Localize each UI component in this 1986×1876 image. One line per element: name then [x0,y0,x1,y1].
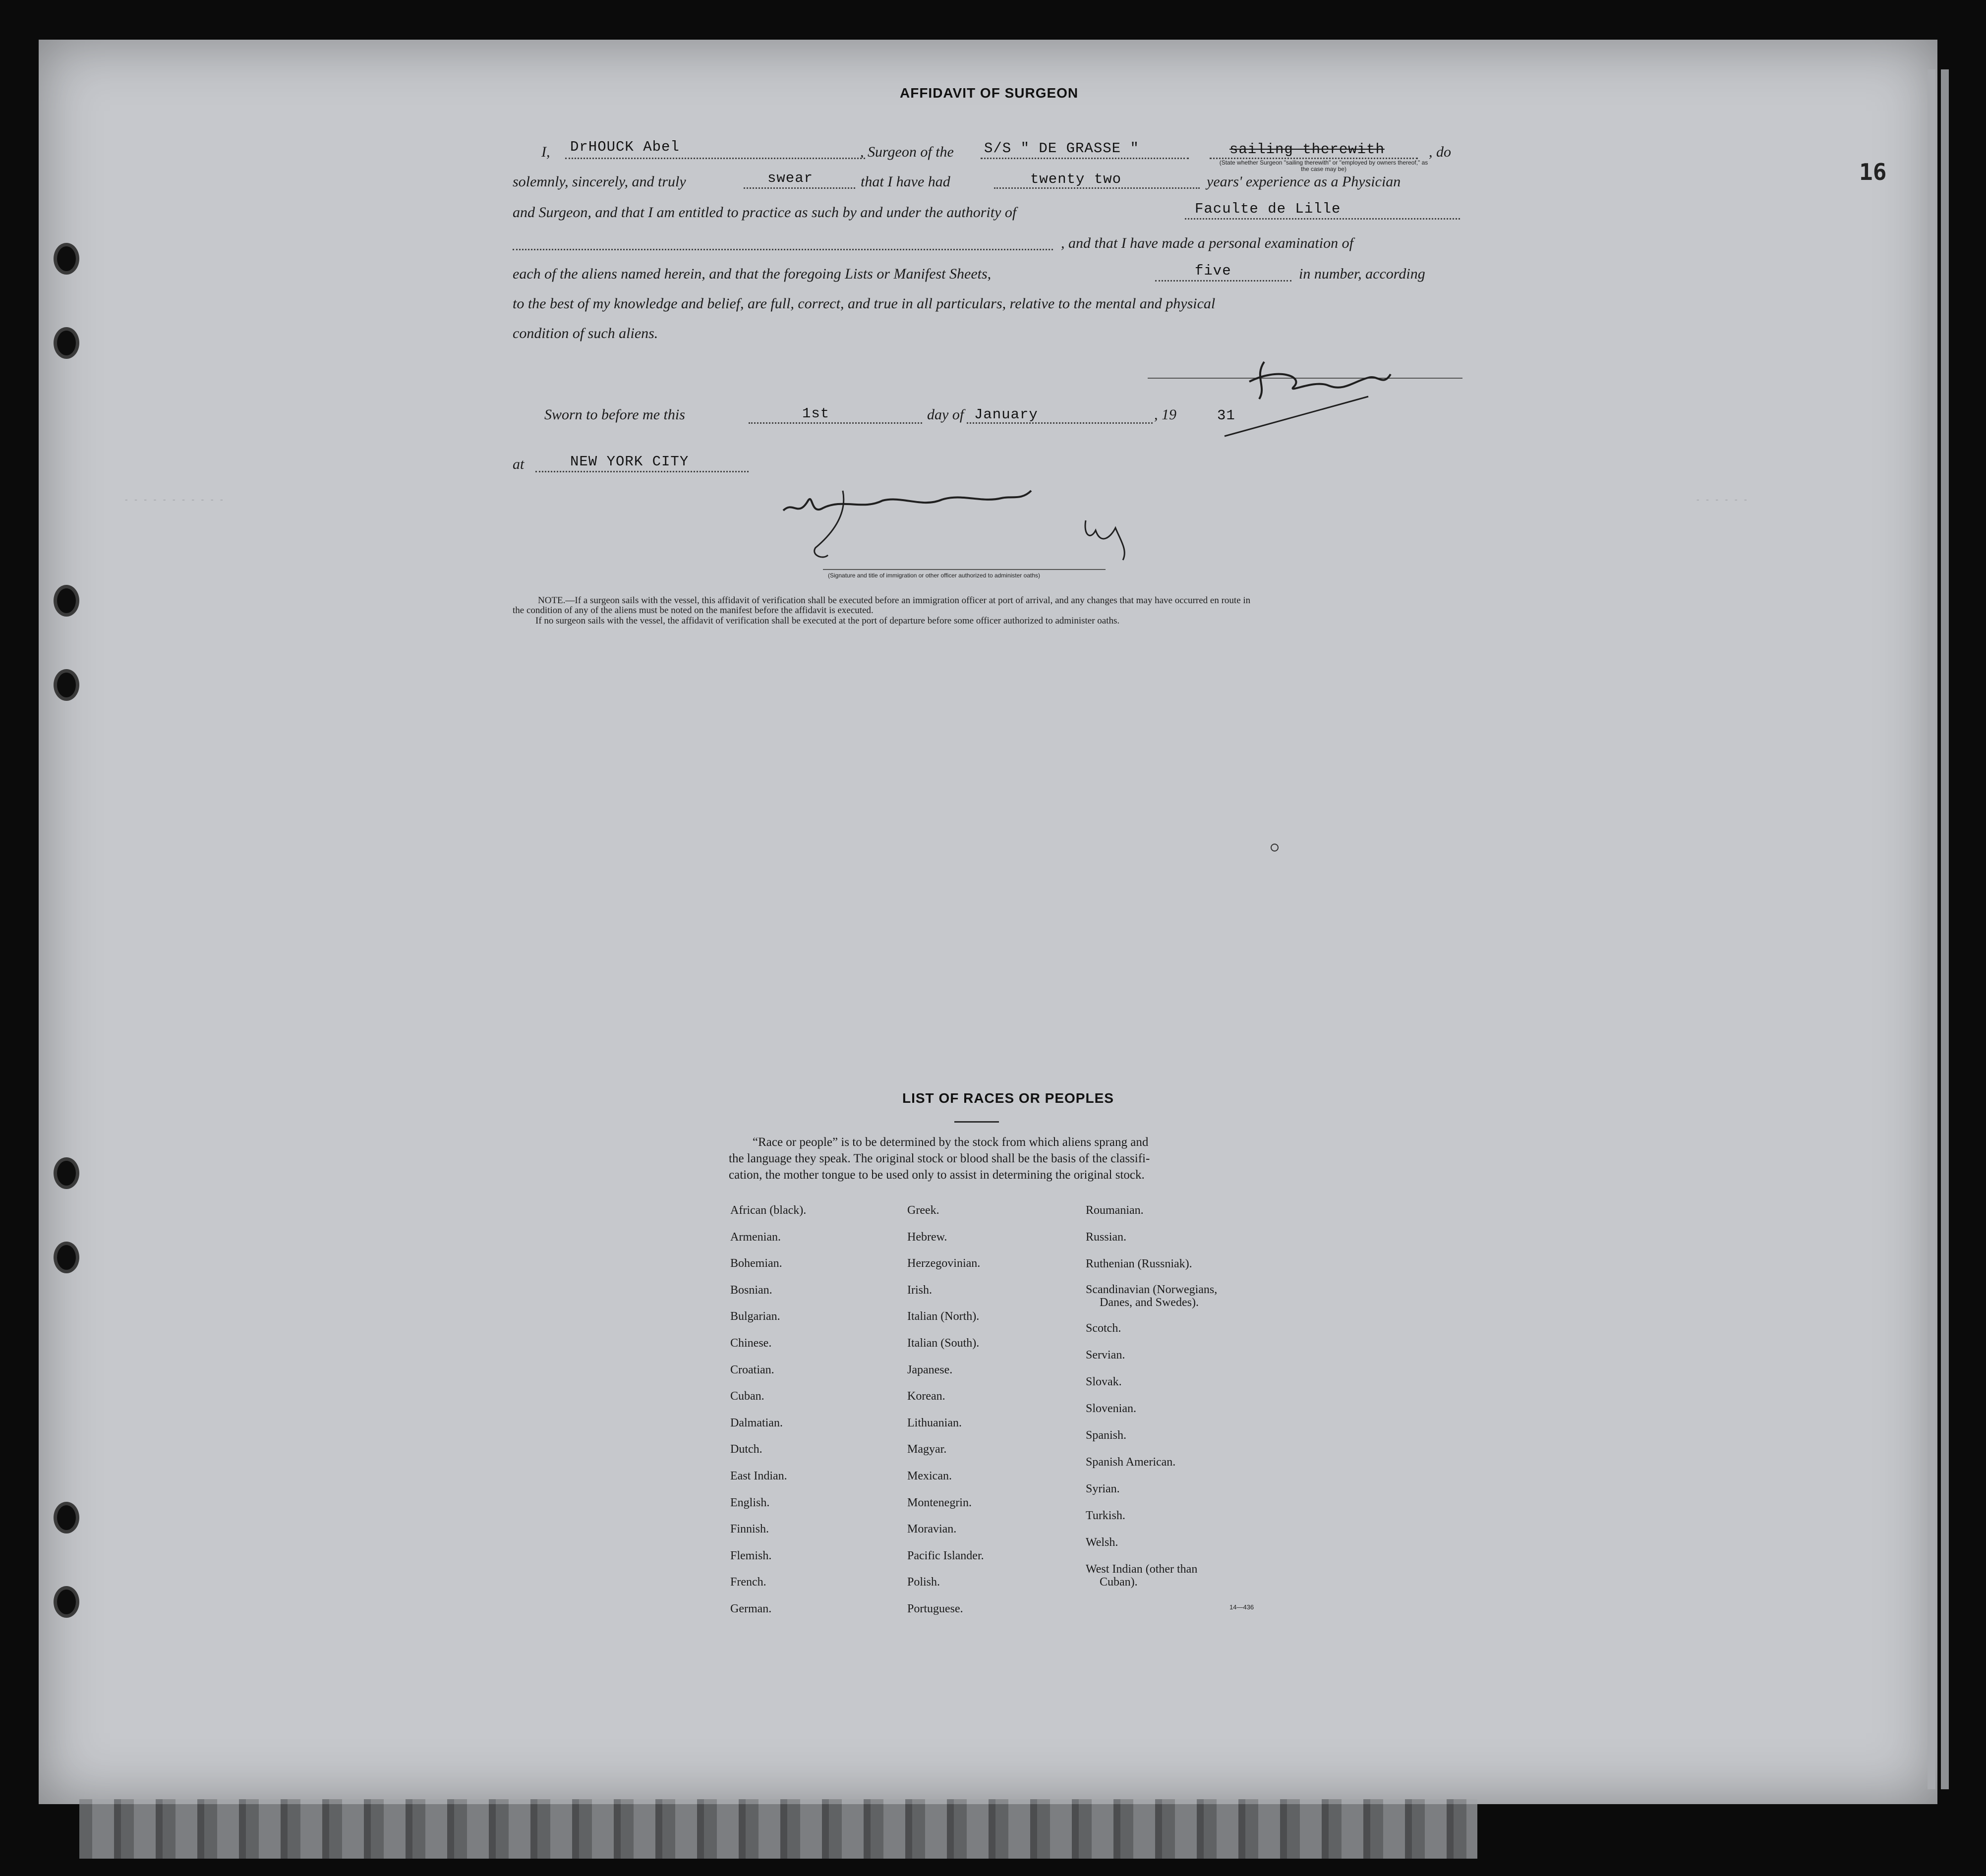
race-entry: Slovak. [1086,1375,1122,1388]
race-entry: Italian (South). [907,1337,980,1350]
race-entry: Bohemian. [730,1257,782,1270]
race-entry: Syrian. [1086,1482,1120,1495]
line1-surgeon-of: , Surgeon of the [860,144,954,160]
page-edge [1928,69,1935,1789]
paper-blemish [1271,844,1279,852]
race-entry: Herzegovinian. [907,1257,981,1270]
race-entry: Armenian. [730,1230,781,1244]
race-entry: Scandinavian (Norwegians, [1086,1283,1218,1296]
fill-line [1155,280,1291,282]
fill-line [1185,218,1460,220]
sworn-day-of: day of [927,406,964,423]
race-entry: Mexican. [907,1470,952,1482]
race-entry: Russian. [1086,1231,1127,1244]
affidavit-line-3: and Surgeon, and that I am entitled to practice as such by and under the authority of [513,204,1017,221]
race-entry: Cuban. [730,1390,764,1403]
sailing-status: sailing therewith [1229,141,1385,158]
race-entry: Dutch. [730,1443,762,1456]
torn-bottom-edge [79,1799,1477,1859]
line1-prefix: I, [541,144,550,160]
line2-years: years' experience as a Physician [1207,173,1401,190]
fill-line [513,249,1053,250]
race-entry: Japanese. [907,1363,953,1376]
sworn-year: 31 [1217,407,1235,424]
race-entry: Italian (North). [907,1310,980,1323]
sworn-place: NEW YORK CITY [570,454,689,470]
surgeon-name: DrHOUCK Abel [570,139,680,155]
race-entry: Polish. [907,1576,940,1589]
title-rule [954,1121,999,1123]
race-entry: Turkish. [1086,1509,1125,1522]
race-entry: Slovenian. [1086,1402,1136,1415]
races-intro-line-2: the language they speak. The original stock or blood shall be the basis of the classifi- [729,1152,1150,1165]
officer-caption: (Signature and title of immigration or other officer authorized to administer oaths) [828,572,1040,579]
sworn-year-prefix: , 19 [1154,406,1176,423]
fill-line [994,187,1200,189]
binder-hole [54,1586,79,1618]
affidavit-title: AFFIDAVIT OF SURGEON [900,85,1079,101]
page-edge [1941,69,1949,1789]
fill-line [565,158,865,159]
race-entry: Magyar. [907,1443,947,1456]
race-entry: Bulgarian. [730,1310,780,1323]
form-code: 14—436 [1229,1603,1254,1611]
fill-line [981,158,1189,159]
race-entry: Scotch. [1086,1322,1121,1335]
race-entry: Bosnian. [730,1283,772,1297]
race-entry: German. [730,1602,772,1615]
sworn-prefix: Sworn to before me this [544,406,685,423]
race-entry: Pacific Islander. [907,1549,984,1562]
race-entry: Danes, and Swedes). [1100,1296,1199,1309]
race-entry: Montenegrin. [907,1496,972,1509]
race-entry: Moravian. [907,1523,957,1536]
races-intro-line-1: “Race or people” is to be determined by the stock from which aliens sprang and [753,1136,1149,1149]
race-entry: Ruthenian (Russniak). [1086,1257,1192,1270]
binder-hole [54,1242,79,1273]
bleed-through-text: - - - - - - [1695,496,1748,505]
fill-line [967,422,1153,424]
binder-hole [54,1502,79,1534]
sworn-day: 1st [802,405,830,422]
officer-signature-line [823,569,1106,570]
race-entry: English. [730,1496,770,1509]
sheet-number: 16 [1859,159,1887,185]
races-title: LIST OF RACES OR PEOPLES [902,1090,1114,1106]
race-entry: East Indian. [730,1470,787,1482]
race-entry: Croatian. [730,1363,774,1376]
race-entry: Cuban). [1100,1576,1138,1589]
binder-hole [54,669,79,701]
note-line-2: the condition of any of the aliens must be noted on the manifest before the affidavit is executed. [513,605,874,616]
race-entry: Irish. [907,1283,932,1297]
fill-line [744,187,855,189]
race-entry: Spanish American. [1086,1456,1176,1469]
authority-name: Faculte de Lille [1195,201,1341,217]
race-entry: Korean. [907,1390,945,1403]
affidavit-line-4: , and that I have made a personal examination of [1061,235,1353,251]
race-entry: Flemish. [730,1549,772,1562]
note-line-3: If no surgeon sails with the vessel, the affidavit of verification shall be executed at the port of departure before some officer authorized to administer oaths. [535,616,1120,626]
line5-prefix: each of the aliens named herein, and that the foregoing Lists or Manifest Sheets, [513,266,992,282]
line5-suffix: in number, according [1299,266,1425,282]
sworn-at-label: at [513,456,525,472]
binder-hole [54,1157,79,1189]
ship-name: S/S " DE GRASSE " [984,140,1139,157]
note-line-1: NOTE.—If a surgeon sails with the vessel, this affidavit of verification shall be executed before an immigration officer at port of arrival, and any changes that may have occurred en route in [538,595,1251,606]
bleed-through-text: - - - - - - - - - - - [124,496,224,505]
line1-suffix: , do [1429,144,1451,160]
binder-hole [54,585,79,617]
race-entry: West Indian (other than [1086,1563,1198,1576]
sailing-hint: (State whether Surgeon "sailing therewith" or "employed by owners thereof," as the case may be) [1219,159,1428,172]
manifest-sheet-count: five [1195,263,1231,279]
line2-prefix: solemnly, sincerely, and truly [513,173,686,190]
affidavit-line-6: to the best of my knowledge and belief, are full, correct, and true in all particulars, relative to the mental and physical [513,295,1216,312]
race-entry: Hebrew. [907,1230,947,1244]
race-entry: French. [730,1576,766,1589]
race-entry: Welsh. [1086,1536,1118,1549]
race-entry: Portuguese. [907,1602,963,1615]
binder-hole [54,327,79,359]
years-experience: twenty two [1030,171,1122,187]
race-entry: Dalmatian. [730,1416,783,1429]
line2-middle: that I have had [861,173,950,190]
oath-type: swear [767,170,814,186]
race-entry: Finnish. [730,1523,769,1536]
race-entry: Roumanian. [1086,1204,1144,1217]
race-entry: Chinese. [730,1337,772,1350]
race-entry: Servian. [1086,1349,1125,1362]
affidavit-line-7: condition of such aliens. [513,325,658,341]
races-intro-line-3: cation, the mother tongue to be used only to assist in determining the original stock. [729,1168,1145,1182]
fill-line [749,422,922,424]
binder-hole [54,243,79,275]
sworn-month: January [974,406,1038,423]
race-entry: Spanish. [1086,1429,1127,1442]
race-entry: African (black). [730,1204,807,1217]
race-entry: Lithuanian. [907,1416,962,1429]
fill-line [535,471,749,472]
race-entry: Greek. [907,1204,939,1217]
